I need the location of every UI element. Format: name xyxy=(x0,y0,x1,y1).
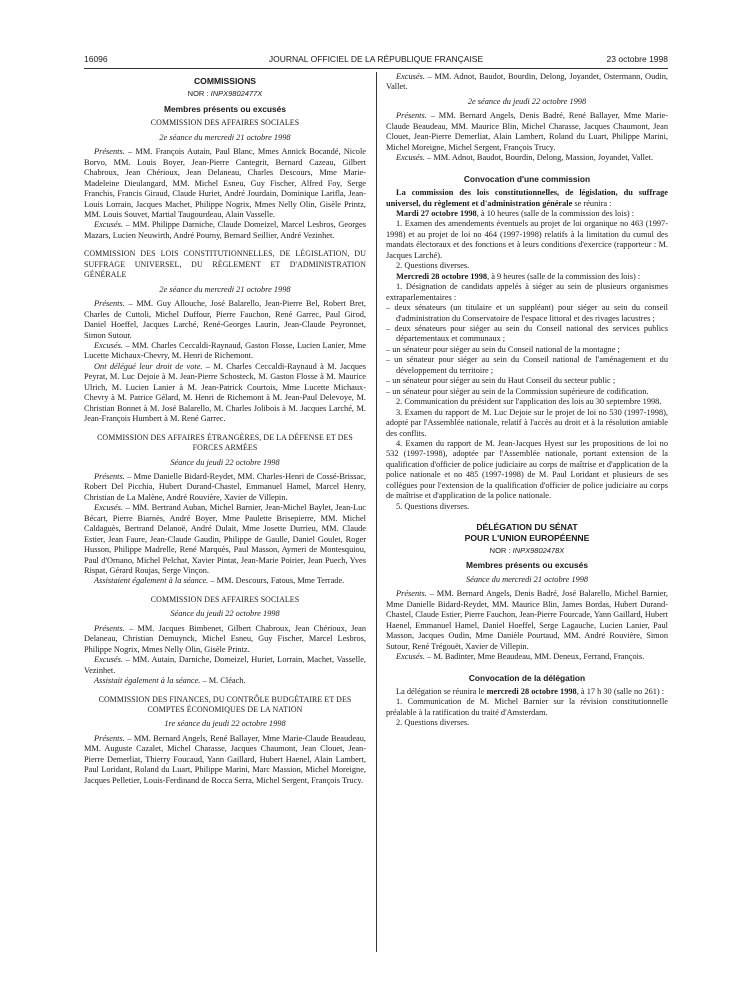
session-date: Séance du jeudi 22 octobre 1998 xyxy=(170,609,280,619)
session-date: 1re séance du jeudi 22 octobre 1998 xyxy=(164,719,286,729)
presents-label: Présents. xyxy=(396,589,427,599)
meeting-date xyxy=(386,272,668,282)
delegue-list: – M. Charles Ceccaldi-Raynaud à M. Jacques Peyrat, M. Luc Dejoie à M. Jean-Pierre Schosteck, M. Gaston Flosse à M. Maurice Ulrich, M. Lucien Lanier à M. Jean-Patrick Courtois, Mme Lucette Michaux-Chevry à M. Patrice Gélard, M. Henri de Richemont à M. Jean-Paul Delevoye, M. Christian Bonnet à M. José Balarello, M. Charles Jolibois à M. Jacques Larché, M. Jean-François Humbert à M. René Garrec. xyxy=(84,361,366,424)
presents-list: – MM. François Autain, Paul Blanc, Mmes Annick Bocandé, Nicole Borvo, MM. Louis Boyer, Jean-Pierre Cantegrit, Bernard Cazeau, Gilbert Chabroux, Jean Chérioux, Jean Delaneau, Charles Descours, Mme Marie-Madeleine Dieulangard, MM. Michel Esneu, Guy Fischer, Alfred Foy, Serge Franchis, Francis Giraud, Claude Huriet, André Jourdain, Dominique Larifla, Jean-Louis Lorrain, Jacques Machet, Philippe Nogrix, Mmes Nelly Olin, Gisèle Printz, MM. Louis Souvet, Martial Taugourdeau, Alain Vasselle. xyxy=(84,147,366,219)
presents-label: Présents. xyxy=(396,111,427,121)
presents-label: Présents. xyxy=(94,733,125,743)
left-column xyxy=(84,72,366,786)
conv-post: , à 17 h 30 (salle no 261) : xyxy=(576,687,665,697)
excuses-label: Excusés. xyxy=(94,503,123,513)
assistait-label: Assistait également à la séance. xyxy=(94,676,201,686)
nor-label: NOR : xyxy=(489,546,511,556)
presents-list: – MM. Bernard Angels, René Ballayer, Mme Marie-Claude Beaudeau, MM. Auguste Cazalet, Michel Charasse, Jacques Chaumont, Jean Clouet, Jean-Pierre Demerliat, Thierry Foucaud, Yann Gaillard, Hubert Haenel, Alain Lambert, Paul Loridant, Roland du Luart, Philippe Marini, Marc Massion, Michel Moreigne, Jacques Pelletier, Louis-Ferdinand de Rocca Serra, Michel Sergent, François Trucy. xyxy=(84,733,366,785)
excuses-paragraph xyxy=(386,153,668,163)
nor-code: INPX9802478X xyxy=(512,546,565,556)
commission-title: COMMISSION DES AFFAIRES SOCIALES xyxy=(150,594,300,604)
dash-item: – deux sénateurs pour siéger au sein du Conseil national des services publics départementaux et communaux ; xyxy=(386,323,668,344)
agenda-item: 5. Questions diverses. xyxy=(396,501,470,511)
commission-title: COMMISSION DES AFFAIRES ÉTRANGÈRES, DE LA DÉFENSE ET DES FORCES ARMÉES xyxy=(97,432,353,453)
excuses-label: Excusés. xyxy=(396,652,425,662)
commission-title: COMMISSION DES LOIS CONSTITUTIONNELLES, DE LÉGISLATION, DU SUFFRAGE UNIVERSEL, DU RÈGLEMENT ET D'ADMINISTRATION GÉNÉRALE xyxy=(84,249,366,280)
session-date: 2e séance du mercredi 21 octobre 1998 xyxy=(159,132,291,142)
presents-paragraph xyxy=(386,589,668,652)
meeting-day: Mardi 27 octobre 1998 xyxy=(396,208,477,218)
presents-label: Présents. xyxy=(94,623,125,633)
page-header xyxy=(84,54,668,68)
agenda-item: 3. Examen du rapport de M. Luc Dejoie sur le projet de loi no 530 (1997-1998), adopté par l'Assemblée nationale, relatif à l'accès au droit et à la résolution amiable des conflits. xyxy=(386,407,668,438)
convocation-intro xyxy=(386,188,668,209)
agenda-item: 1. Examen des amendements éventuels au projet de loi organique no 463 (1997-1998) et au projet de loi no 464 (1997-1998) relatifs à la limitation du cumul des mandats électoraux et des fonctions et à leurs conditions d'exercice (rapporteur : M. Jacques Larché). xyxy=(386,219,668,260)
delegation-convocation xyxy=(386,687,668,697)
excuses-paragraph xyxy=(386,72,668,93)
nor-label: NOR : xyxy=(187,89,209,99)
page-number: 16096 xyxy=(84,54,108,64)
excuses-paragraph xyxy=(386,652,668,662)
meeting-day: Mercredi 28 octobre 1998 xyxy=(396,271,488,281)
presents-paragraph xyxy=(84,734,366,786)
agenda-item: 4. Examen du rapport de M. Jean-Jacques Hyest sur les propositions de loi no 532 (1997-1998), adoptée par l'Assemblée nationale, portant extension de la qualification d'officier de police judiciaire au corps de maîtrise et d'application de la police nationale et no 485 (1997-1998) de M. Paul Loridant et plusieurs de ses collègues pour l'extension de la qualification d'officier de police judiciaire au corps de maîtrise et d'application de la police nationale. xyxy=(386,438,668,501)
journal-title: JOURNAL OFFICIEL DE LA RÉPUBLIQUE FRANÇAISE xyxy=(268,54,484,64)
delegation-title-line2: POUR L'UNION EUROPÉENNE xyxy=(464,532,590,543)
meeting-date xyxy=(386,209,668,219)
assistaient-label: Assistaient également à la séance. xyxy=(94,576,209,586)
commission-title: COMMISSION DES FINANCES, DU CONTRÔLE BUDGÉTAIRE ET DES COMPTES ÉCONOMIQUES DE LA NATION xyxy=(98,694,352,715)
excuses-list: – MM. Autain, Darniche, Domeizel, Huriet, Lorrain, Machet, Vasselle, Vezinhet. xyxy=(84,655,366,675)
excuses-list: – MM. Adnot, Baudot, Bourdin, Delong, Massion, Joyandet, Vallet. xyxy=(424,153,654,163)
excuses-label: Excusés. xyxy=(396,153,425,163)
section-title: COMMISSIONS xyxy=(193,76,257,86)
session-date: Séance du mercredi 21 octobre 1998 xyxy=(465,574,589,584)
session-date: Séance du jeudi 22 octobre 1998 xyxy=(170,457,280,467)
delegation-convocation-heading: Convocation de la délégation xyxy=(468,672,586,683)
convocation-heading: Convocation d'une commission xyxy=(463,173,591,184)
excuses-list: – MM. Bertrand Auban, Michel Barnier, Jean-Michel Baylet, Jean-Luc Bécart, Pierre Biarnès, André Boyer, Mme Paulette Brisepierre, MM. Michel Caldaguès, Bertrand Delanoë, André Dulait, Mme Josette Durrieu, MM. Claude Estier, Jean Faure, Jean-Claude Gaudin, Philippe de Gaulle, Daniel Goulet, Roger Husson, Philippe Madrelle, René Marquès, Paul Masson, Aymeri de Montesquiou, Paul d'Ornano, Michel Pelchat, Xavier Pintat, Jean-Marie Poirier, Jean Puech, Yves Rispat, Gérard Roujas, Serge Vinçon. xyxy=(84,503,366,576)
presents-list: – Mme Danielle Bidard-Reydet, MM. Charles-Henri de Cossé-Brissac, Robert Del Picchia, Hubert Durand-Chastel, Emmanuel Hamel, Marcel Henry, Christian de La Malène, André Rouvière, Xavier de Villepin. xyxy=(84,471,366,502)
header-rule xyxy=(84,68,668,69)
commission-title: COMMISSION DES AFFAIRES SOCIALES xyxy=(150,118,300,128)
excuses-paragraph xyxy=(84,220,366,241)
dash-item: – un sénateur pour siéger au sein du Conseil national de l'aménagement et du développement du territoire ; xyxy=(386,355,668,375)
assistait-paragraph xyxy=(84,676,366,686)
nor-reference xyxy=(386,546,668,556)
excuses-paragraph xyxy=(84,341,366,362)
presents-label: Présents. xyxy=(94,147,125,157)
intro-rest: se réunira : xyxy=(572,198,612,208)
presents-label: Présents. xyxy=(94,471,125,481)
assistaient-paragraph xyxy=(84,576,366,586)
conv-date: mercredi 28 octobre 1998 xyxy=(486,687,577,697)
session-date: 2e séance du jeudi 22 octobre 1998 xyxy=(467,96,587,106)
presents-paragraph xyxy=(386,111,668,153)
presents-label: Présents. xyxy=(94,299,125,309)
agenda-item: 1. Communication de M. Michel Barnier sur la révision constitutionnelle préalable à la ratification du traité d'Amsterdam. xyxy=(386,697,668,717)
excuses-label: Excusés. xyxy=(94,340,123,350)
excuses-list: – MM. Adnot, Baudot, Bourdin, Delong, Joyandet, Ostermann, Oudin, Vallet. xyxy=(386,72,668,92)
presents-list: – MM. Bernard Angels, Denis Badré, René Ballayer, Mme Marie-Claude Beaudeau, MM. Maurice Blin, Michel Charasse, Jacques Chaumont, Jean Clouet, Jean-Pierre Demerliat, Alain Lambert, Roland du Luart, Philippe Marini, Michel Moreigne, Michel Sergent, François Trucy. xyxy=(386,111,668,152)
excuses-paragraph xyxy=(84,503,366,576)
dash-item: – un sénateur pour siéger au sein de la Commission supérieure de codification. xyxy=(386,386,649,396)
dash-item: – deux sénateurs (un titulaire et un suppléant) pour siéger au sein du conseil d'administration du Conservatoire de l'espace littoral et des rivages lacustres ; xyxy=(386,303,668,323)
excuses-label: Excusés. xyxy=(396,72,425,81)
conv-pre: La délégation se réunira le xyxy=(396,687,487,697)
commission-name: La commission des lois constitutionnelles, de législation, du suffrage universel, du règlement et d'administration générale xyxy=(386,188,668,208)
presents-paragraph xyxy=(84,299,366,341)
agenda-item: 2. Questions diverses. xyxy=(396,261,470,271)
meeting-details: , à 10 heures (salle de la commission des lois) : xyxy=(476,208,635,218)
agenda-item: 1. Désignation de candidats appelés à siéger au sein de plusieurs organismes extraparlementaires : xyxy=(386,282,668,302)
excuses-list: – MM. Charles Ceccaldi-Raynaud, Gaston Flosse, Lucien Lanier, Mme Lucette Michaux-Chevry, M. Henri de Richemont. xyxy=(84,340,366,361)
presents-list: – MM. Jacques Bimbenet, Gilbert Chabroux, Jean Chérioux, Jean Delaneau, Christian Demuynck, Michel Esneu, Guy Fischer, Marcel Lesbros, Philippe Nogrix, Mmes Nelly Olin, Gisèle Printz. xyxy=(84,623,366,654)
right-column xyxy=(386,72,668,729)
presents-paragraph xyxy=(84,624,366,655)
excuses-label: Excusés. xyxy=(94,655,123,665)
meeting-details: , à 9 heures (salle de la commission des lois) : xyxy=(487,271,641,281)
nor-reference xyxy=(84,89,366,99)
session-date: 2e séance du mercredi 21 octobre 1998 xyxy=(159,284,291,294)
dash-item: – un sénateur pour siéger au sein du Haut Conseil du secteur public ; xyxy=(386,376,616,386)
excuses-label: Excusés. xyxy=(94,220,123,230)
excuses-paragraph xyxy=(84,655,366,676)
delegation-title: DÉLÉGATION DU SÉNAT xyxy=(476,522,578,533)
column-divider xyxy=(376,72,377,952)
assistaient-list: – MM. Descours, Fatous, Mme Terrade. xyxy=(208,576,345,586)
presents-paragraph xyxy=(84,147,366,220)
delegation-vote-paragraph xyxy=(84,362,366,425)
presents-list: – MM. Guy Allouche, José Balarello, Jean-Pierre Bel, Robert Bret, Charles de Cuttoli, Michel Duffour, Pierre Fauchon, René Garrec, Paul Girod, Daniel Hoeffel, Jacques Larché, René-Georges Laurin, Jean-Claude Peyronnet, Simon Sutour. xyxy=(84,299,366,340)
nor-code: INPX9802477X xyxy=(210,89,263,99)
delegue-label: Ont délégué leur droit de vote. xyxy=(94,361,203,371)
excuses-list: – M. Badinter, Mme Beaudeau, MM. Deneux, Ferrand, François. xyxy=(424,652,645,662)
issue-date: 23 octobre 1998 xyxy=(606,54,668,64)
agenda-item: 2. Communication du président sur l'application des lois au 30 septembre 1998. xyxy=(396,397,662,407)
assistait-list: – M. Cléach. xyxy=(200,676,246,686)
subheading: Membres présents ou excusés xyxy=(466,560,588,571)
agenda-item: 2. Questions diverses. xyxy=(396,718,470,728)
excuses-list: – MM. Philippe Darniche, Claude Domeizel, Marcel Lesbros, Georges Mazars, Lucien Neuwirth, André Pourny, Bernard Seillier, André Vezinhet. xyxy=(84,220,366,240)
subheading: Membres présents ou excusés xyxy=(164,103,286,114)
dash-item: – un sénateur pour siéger au sein du Conseil national de la montagne ; xyxy=(386,344,620,354)
presents-list: – MM. Bernard Angels, Denis Badré, José Balarello, Michel Barnier, Mme Danielle Bidard-Reydet, MM. Maurice Blin, James Bordas, Hubert Durand-Chastel, Claude Estier, Pierre Fauchon, Jean-Pierre Fourcade, Yann Gaillard, Hubert Haenel, Emmanuel Hamel, Daniel Hoeffel, Serge Lagauche, Lucien Lanier, Paul Masson, Jacques Oudin, Mme Danièle Pourtaud, MM. André Rouvière, Simon Sutour, René Trégouët, Xavier de Villepin. xyxy=(386,589,668,651)
presents-paragraph xyxy=(84,472,366,503)
